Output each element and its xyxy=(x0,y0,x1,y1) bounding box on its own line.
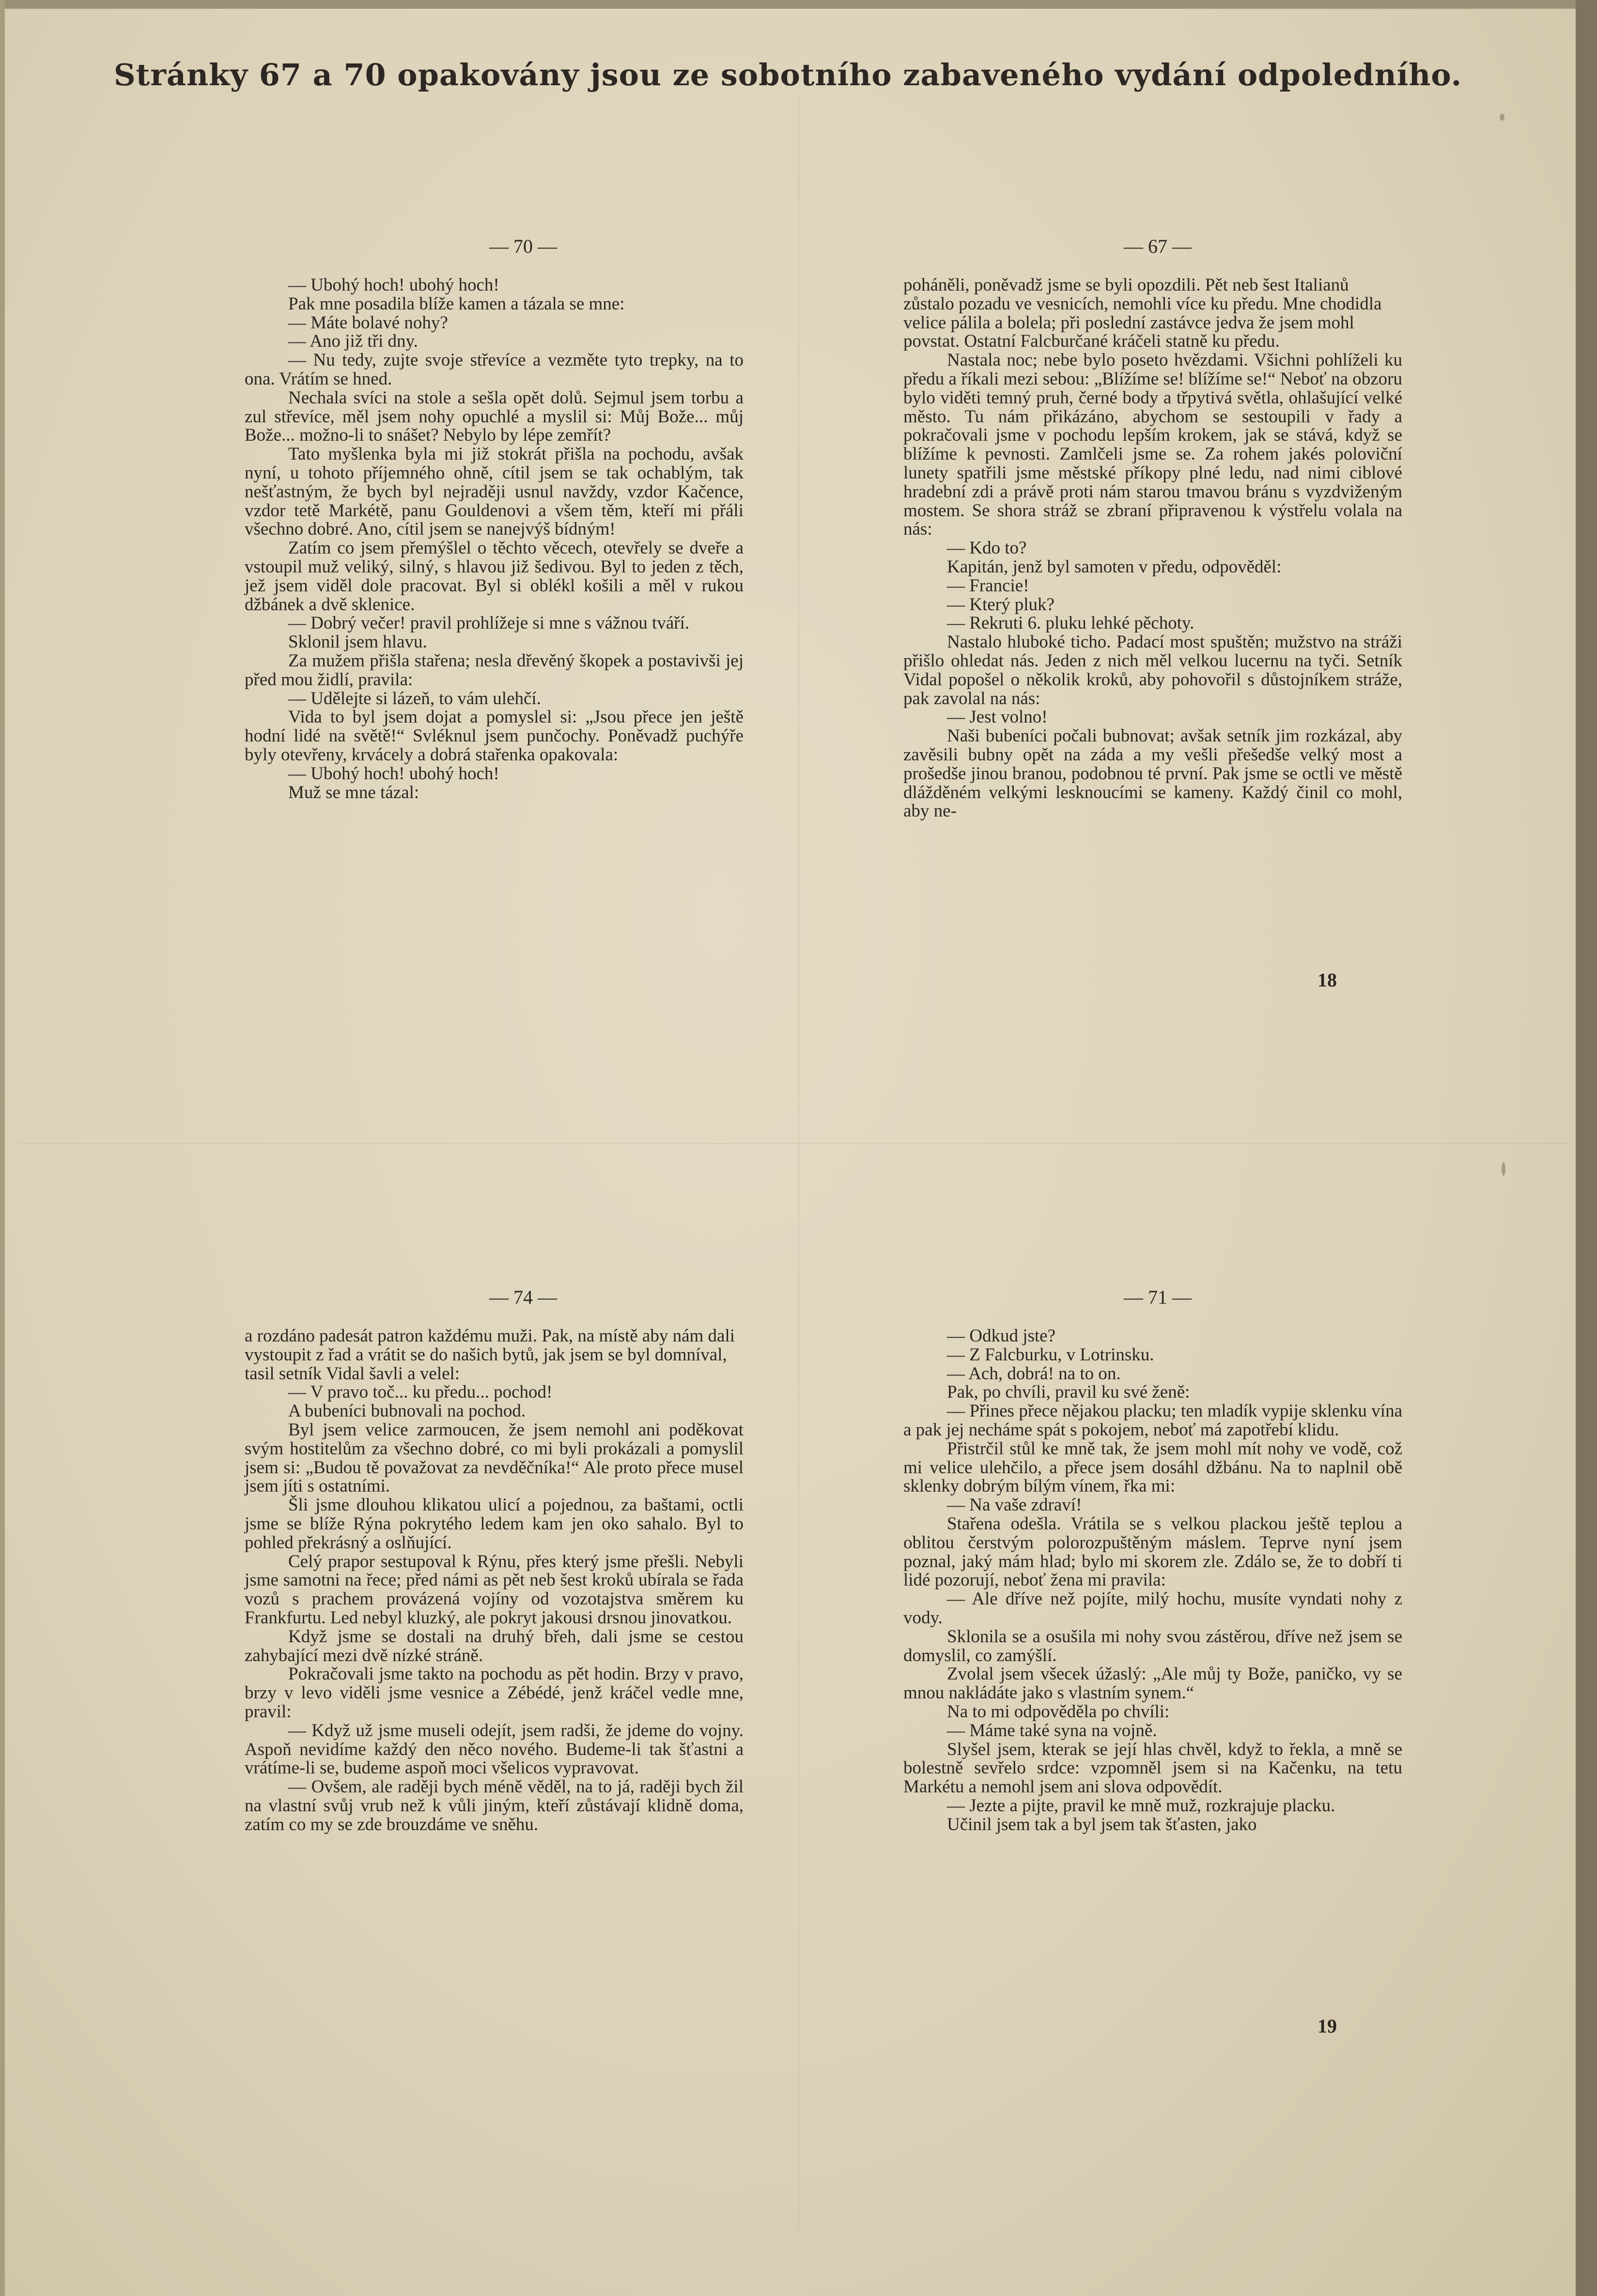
paragraph: — Jest volno! xyxy=(947,707,1048,727)
paragraph: Za mužem přišla stařena; nesla dřevěný škopek a postavivši jej před mou židlí, pravila: xyxy=(245,650,744,690)
paragraph: — Ovšem, ale raději bych méně věděl, na to já, raději bych žil na vlastní svůj vrub než k vůli jiným, kteří zůstávají klidně doma, zatím co my se zde brouzdáme ve sněhu. xyxy=(245,1777,744,1834)
signature-mark-19: 19 xyxy=(1318,2015,1337,2037)
paragraph: — Kdo to? xyxy=(947,538,1027,558)
horizontal-fold-line xyxy=(19,1143,1569,1144)
paragraph: — Francie! xyxy=(947,575,1029,596)
paragraph: Učinil jsem tak a byl jsem tak šťasten, jako xyxy=(947,1814,1257,1834)
paragraph: — Nu tedy, zujte svoje střevíce a vezměte tyto trepky, na to ona. Vrátím se hned. xyxy=(245,350,744,389)
page-number-70: — 70 — xyxy=(489,235,557,257)
paragraph: Celý prapor sestupoval k Rýnu, přes který jsme přešli. Nebyli jsme samotni na řece; před námi as pět neb šest kroků ubírala se řada vozů s prachem provázená vojíny od vozotajstva směrem ku Frankfurtu. Led nebyl kluzký, ale pokryt jakousi drsnou jinovatkou. xyxy=(245,1551,744,1628)
page-number-71: — 71 — xyxy=(1124,1286,1192,1308)
ink-speck xyxy=(1502,1162,1505,1176)
page-70-text xyxy=(245,276,744,802)
paragraph: Tato myšlenka byla mi již stokrát přišla na pochodu, avšak nyní, u tohoto příjemného ohně, cítil jsem se tak ochablým, tak nešťastným, že bych byl nejraději usnul navždy, vzdor Kačence, vzdor tetě Markétě, panu Gouldenovi a všem těm, kteří mi přáli všechno dobré. Ano, cítil jsem se nanejvýš bídným! xyxy=(245,444,744,539)
paper-right-edge xyxy=(1576,0,1597,2296)
paragraph: Šli jsme dlouhou klikatou ulicí a pojednou, za baštami, octli jsme se blíže Rýna pokrytého ledem kam jen oko sahalo. Byl to pohled překrásný a oslňující. xyxy=(245,1495,744,1553)
paragraph: — Rekruti 6. pluku lehké pěchoty. xyxy=(947,613,1194,633)
paragraph: — Máte bolavé nohy? xyxy=(288,312,448,333)
ink-speck xyxy=(1500,114,1504,121)
paragraph: Pak, po chvíli, pravil ku své ženě: xyxy=(947,1382,1190,1402)
paragraph: Pak mne posadila blíže kamen a tázala se mne: xyxy=(288,293,625,314)
paragraph: — Ach, dobrá! na to on. xyxy=(947,1363,1121,1384)
paragraph: Muž se mne tázal: xyxy=(288,782,419,802)
paper-top-edge xyxy=(0,0,1597,9)
paragraph: Na to mi odpověděla po chvíli: xyxy=(947,1701,1170,1722)
page-74-text xyxy=(245,1327,744,1834)
paragraph: — Ale dříve než pojíte, milý hochu, musíte vyndati nohy z vody. xyxy=(903,1589,1402,1628)
banner-notice: Stránky 67 a 70 opakovány jsou ze sobotního zabaveného vydání odpoledního. xyxy=(113,57,1462,92)
paragraph: Slyšel jsem, kterak se její hlas chvěl, když to řekla, a mně se bolestně sevřelo srdce: vzpomněl jsem si na Kačenku, na tetu Markétu a nemohl jsem ani slova odpovědít. xyxy=(903,1739,1402,1797)
page-number-74: — 74 — xyxy=(489,1286,557,1308)
paragraph: Zvolal jsem všecek úžaslý: „Ale můj ty Bože, paničko, vy se mnou nakládáte jako s vlastním synem.“ xyxy=(903,1664,1402,1703)
paragraph: Když jsme se dostali na druhý břeh, dali jsme se cestou zahybající mezi dvě nízké stráně. xyxy=(245,1626,744,1665)
paragraph: A bubeníci bubnovali na pochod. xyxy=(288,1401,526,1421)
paragraph: Naši bubeníci počali bubnovat; avšak setník jim rozkázal, aby zavěsili bubny opět na záda a my vešli přešedše velký most a prošedše jinou branou, podobnou té první. Pak jsme se octli ve městě dlážděném velkými lesknoucími se kameny. Každý činil co mohl, aby ne- xyxy=(903,726,1402,821)
paragraph: poháněli, poněvadž jsme se byli opozdili. Pět neb šest Italianů zůstalo pozadu ve vesnicích, nemohli více ku předu. Mne chodidla velice pálila a bolela; při poslední zastávce jedva že jsem mohl povstat. Ostatní Falcburčané kráčeli statně ku předu. xyxy=(903,275,1382,352)
paragraph: — Ubohý hoch! ubohý hoch! xyxy=(288,275,499,295)
paragraph: Zatím co jsem přemýšlel o těchto věcech, otevřely se dveře a vstoupil muž veliký, silný, s hlavou již šedivou. Byl to jeden z těch, jež jsem viděl dole pracovat. Byl si oblékl košili a měl v rukou džbánek a dvě sklenice. xyxy=(245,538,744,615)
page-71-text xyxy=(903,1327,1402,1834)
paragraph: Nechala svíci na stole a sešla opět dolů. Sejmul jsem torbu a zul střevíce, měl jsem nohy opuchlé a myslil si: Můj Bože... můj Bože... možno-li to snášet? Nebylo by lépe zemřít? xyxy=(245,387,744,446)
paragraph: — Ano již tři dny. xyxy=(288,331,418,352)
paragraph: — V pravo toč... ku předu... pochod! xyxy=(288,1382,553,1402)
paragraph: — Máme také syna na vojně. xyxy=(947,1720,1157,1741)
paper-left-edge xyxy=(0,0,5,2296)
paragraph: — Odkud jste? xyxy=(947,1326,1056,1346)
paragraph: Přistrčil stůl ke mně tak, že jsem mohl mít nohy ve vodě, což mi velice ulehčilo, a přece jsem dosáhl džbánu. Na to naplnil obě sklenky dobrým bílým vínem, řka mi: xyxy=(903,1438,1402,1496)
paragraph: — Ubohý hoch! ubohý hoch! xyxy=(288,763,499,784)
paragraph: — Který pluk? xyxy=(947,594,1054,615)
paragraph: Nastalo hluboké ticho. Padací most spuštěn; mužstvo na stráži přišlo ohledat nás. Jeden z nich měl velkou lucernu na tyči. Setník Vidal popošel o několik kroků, aby pohovořil s důstojníkem stráže, pak zavolal na nás: xyxy=(903,632,1402,709)
paragraph: Pokračovali jsme takto na pochodu as pět hodin. Brzy v pravo, brzy v levo viděli jsme vesnice a Zébédé, jenž kráčel vedle mne, pravil: xyxy=(245,1664,744,1722)
paragraph: Byl jsem velice zarmoucen, že jsem nemohl ani poděkovat svým hostitelům za všechno dobré, co mi byli prokázali a pomyslil jsem si: „Budou tě považovat za nevděčníka!“ Ale proto přece musel jsem jíti s ostatními. xyxy=(245,1419,744,1496)
paragraph: Vida to byl jsem dojat a pomyslel si: „Jsou přece jen ještě hodní lidé na světě!“ Svléknul jsem punčochy. Poněvadž puchýře byly otevřeny, krvácely a dobrá stařenka opakovala: xyxy=(245,707,744,765)
page-number-67: — 67 — xyxy=(1124,235,1192,257)
paragraph: a rozdáno padesát patron každému muži. Pak, na místě aby nám dali vystoupit z řad a vrátit se do našich bytů, jak jsem se byl domníval, tasil setník Vidal šavli a velel: xyxy=(245,1326,735,1384)
paragraph: — Dobrý večer! pravil prohlížeje si mne s vážnou tváří. xyxy=(288,613,690,633)
paragraph: — Z Falcburku, v Lotrinsku. xyxy=(947,1344,1154,1365)
paragraph: Stařena odešla. Vrátila se s velkou plackou ještě teplou a oblitou čerstvým polorozpuštěným máslem. Teprve nyní jsem poznal, jaký mám hlad; bylo mi skorem zle. Zdálo se, že to dobří ti lidé pozorují, neboť žena mi pravila: xyxy=(903,1513,1402,1590)
paragraph: Sklonil jsem hlavu. xyxy=(288,632,427,652)
paragraph: — Když už jsme museli odejít, jsem radši, že jdeme do vojny. Aspoň nevidíme každý den něco nového. Budeme-li tak šťastni a vrátíme-li se, budeme aspoň moci všelicos vypravovat. xyxy=(245,1720,744,1778)
vertical-fold-line xyxy=(798,97,799,2228)
page-67-text xyxy=(903,276,1402,821)
paragraph: Sklonila se a osušila mi nohy svou zástěrou, dříve než jsem se domyslil, co zamýšlí. xyxy=(903,1626,1402,1665)
paragraph: — Přines přece nějakou placku; ten mladík vypije sklenku vína a pak jej necháme spát s pokojem, neboť má zapotřebí klidu. xyxy=(903,1401,1402,1440)
paragraph: Nastala noc; nebe bylo poseto hvězdami. Všichni pohlíželi ku předu a říkali mezi sebou: „Blížíme se! blížíme se!“ Neboť na obzoru bylo viděti temný pruh, černé body a třpytivá světla, ohlašující velké město. Tu nám přikázáno, abychom se sestoupili v řady a pokračovali jsme v pochodu lepším krokem, jak se stává, když se blížíme k pevnosti. Zamlčeli jsme se. Za rohem jakés poloviční lunety spatřili jsme městské příkopy plné ledu, nad nimi ciblové hradební zdi a právě proti nám starou tmavou bránu s vyzdviženým mostem. Se shora stráž se zbraní připravenou k výstřelu volala na nás: xyxy=(903,350,1402,539)
signature-mark-18: 18 xyxy=(1318,969,1337,991)
paragraph: — Udělejte si lázeň, to vám ulehčí. xyxy=(288,688,541,709)
paragraph: Kapitán, jenž byl samoten v předu, odpověděl: xyxy=(947,556,1282,577)
paragraph: — Jezte a pijte, pravil ke mně muž, rozkrajuje placku. xyxy=(947,1795,1335,1816)
paragraph: — Na vaše zdraví! xyxy=(947,1495,1082,1515)
